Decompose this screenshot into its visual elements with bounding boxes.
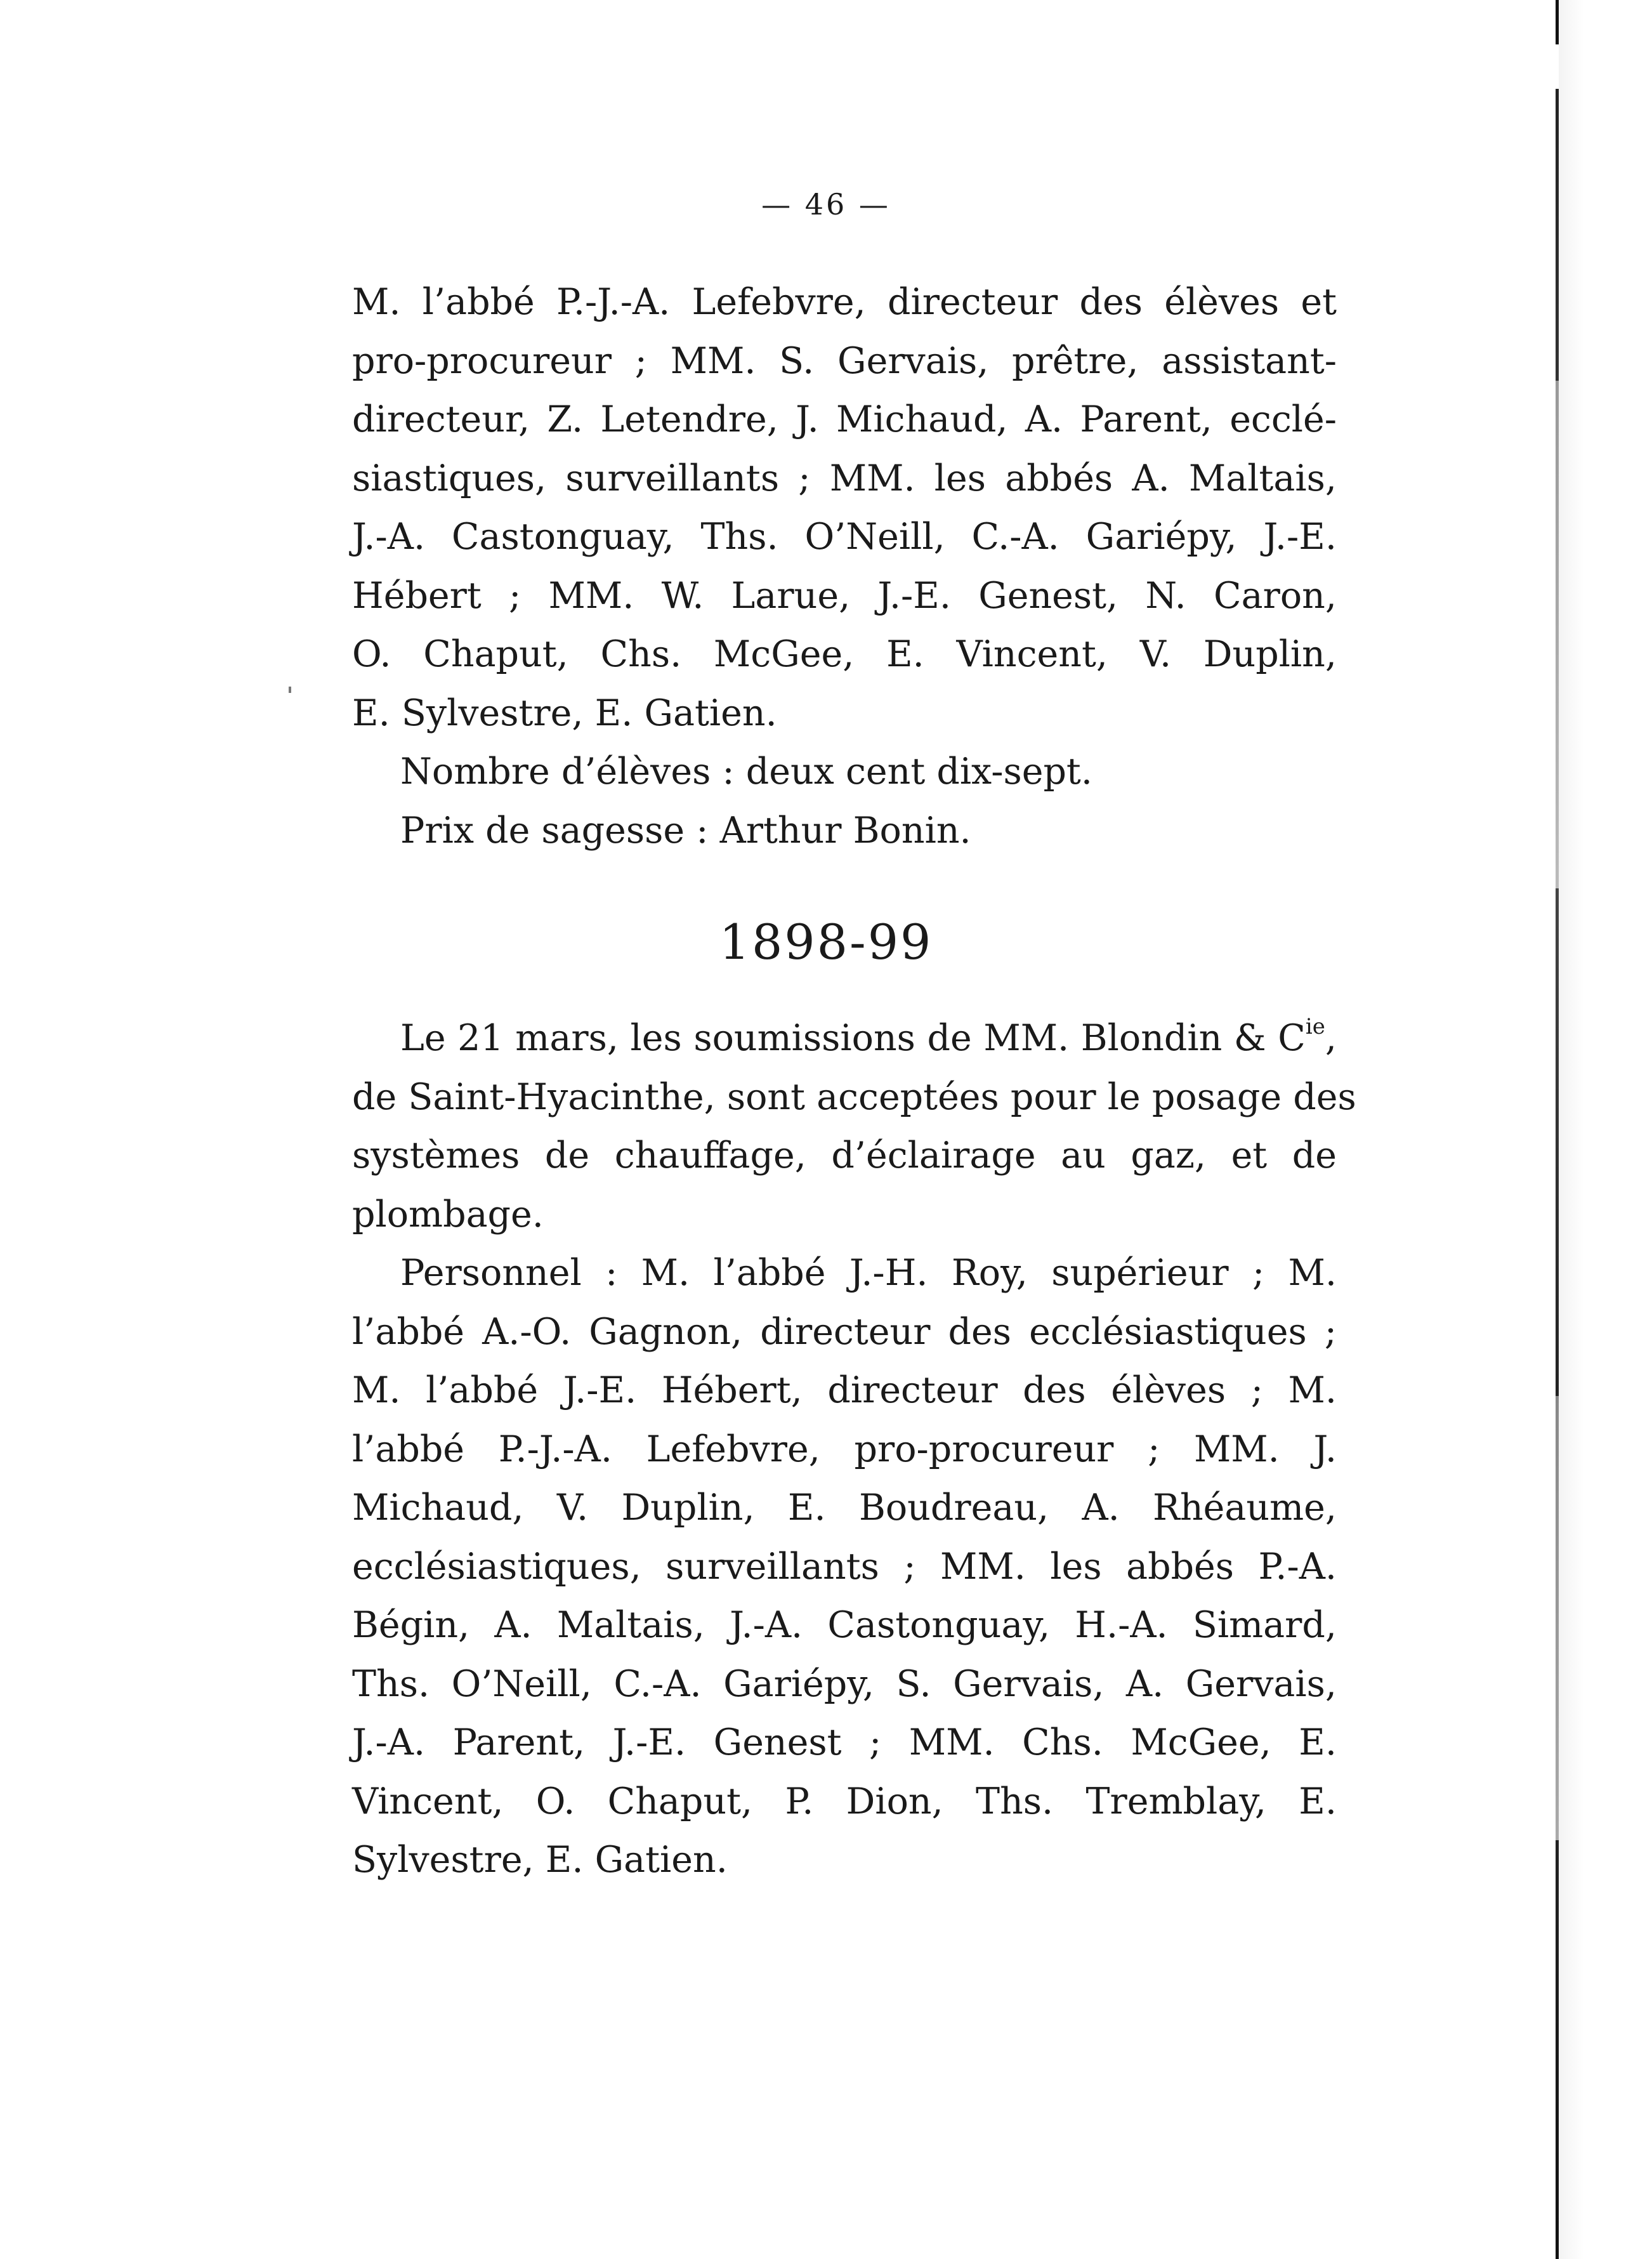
personnel-line: l’abbé P.-J.-A. Lefebvre, pro-procureur ; MM. J. (352, 1428, 1337, 1470)
text-line: pro-procureur ; MM. S. Gervais, prêtre, assistant- (352, 339, 1337, 382)
section-2-paragraph (352, 1009, 1356, 1890)
eleves-count: Nombre d’élèves : deux cent dix-sept. (400, 751, 1092, 793)
text-line: de Saint-Hyacinthe, sont acceptées pour le posage des (352, 1076, 1356, 1118)
personnel-line: l’abbé A.-O. Gagnon, directeur des ecclésiastiques ; (352, 1310, 1337, 1353)
scan-edge-shadow (1559, 0, 1652, 2259)
scan-edge-line (1556, 0, 1559, 2259)
text-line: directeur, Z. Letendre, J. Michaud, A. Parent, ecclé- (352, 398, 1337, 440)
personnel-line: Ths. O’Neill, C.-A. Gariépy, S. Gervais, A. Gervais, (352, 1663, 1337, 1705)
text-span: , (1325, 1017, 1337, 1059)
text-line: M. l’abbé P.-J.-A. Lefebvre, directeur des élèves et (352, 281, 1337, 323)
year-heading: 1898-99 (719, 914, 933, 970)
text-line: J.-A. Castonguay, Ths. O’Neill, C.-A. Gariépy, J.-E. (352, 516, 1337, 558)
personnel-line: J.-A. Parent, J.-E. Genest ; MM. Chs. McGee, E. (352, 1722, 1337, 1763)
personnel-line: Personnel : M. l’abbé J.-H. Roy, supérieur ; M. (400, 1252, 1337, 1294)
personnel-line: Sylvestre, E. Gatien. (352, 1839, 728, 1881)
text-line: O. Chaput, Chs. McGee, E. Vincent, V. Duplin, (352, 633, 1337, 675)
margin-mark (289, 687, 291, 693)
text-line (352, 1009, 1337, 1068)
prix-sagesse: Prix de sagesse : Arthur Bonin. (400, 809, 971, 852)
personnel-line: ecclésiastiques, surveillants ; MM. les abbés P.-A. (352, 1545, 1337, 1588)
page-number: — 46 — (761, 187, 891, 221)
section-1-paragraph (352, 273, 1337, 860)
text-line: E. Sylvestre, E. Gatien. (352, 692, 777, 734)
text-line: Hébert ; MM. W. Larue, J.-E. Genest, N. Caron, (352, 574, 1337, 617)
text-line: plombage. (352, 1193, 544, 1235)
superscript: ie (1305, 1014, 1325, 1039)
text-line: systèmes de chauffage, d’éclairage au gaz, et de (352, 1135, 1337, 1176)
personnel-line: Bégin, A. Maltais, J.-A. Castonguay, H.-A. Simard, (352, 1604, 1337, 1646)
personnel-line: M. l’abbé J.-E. Hébert, directeur des élèves ; M. (352, 1369, 1337, 1411)
text-line: siastiques, surveillants ; MM. les abbés A. Maltais, (352, 457, 1337, 499)
personnel-line: Vincent, O. Chaput, P. Dion, Ths. Tremblay, E. (352, 1780, 1337, 1822)
personnel-line: Michaud, V. Duplin, E. Boudreau, A. Rhéaume, (352, 1487, 1337, 1529)
text-span: Le 21 mars, les soumissions de MM. Blondin & C (400, 1017, 1306, 1059)
